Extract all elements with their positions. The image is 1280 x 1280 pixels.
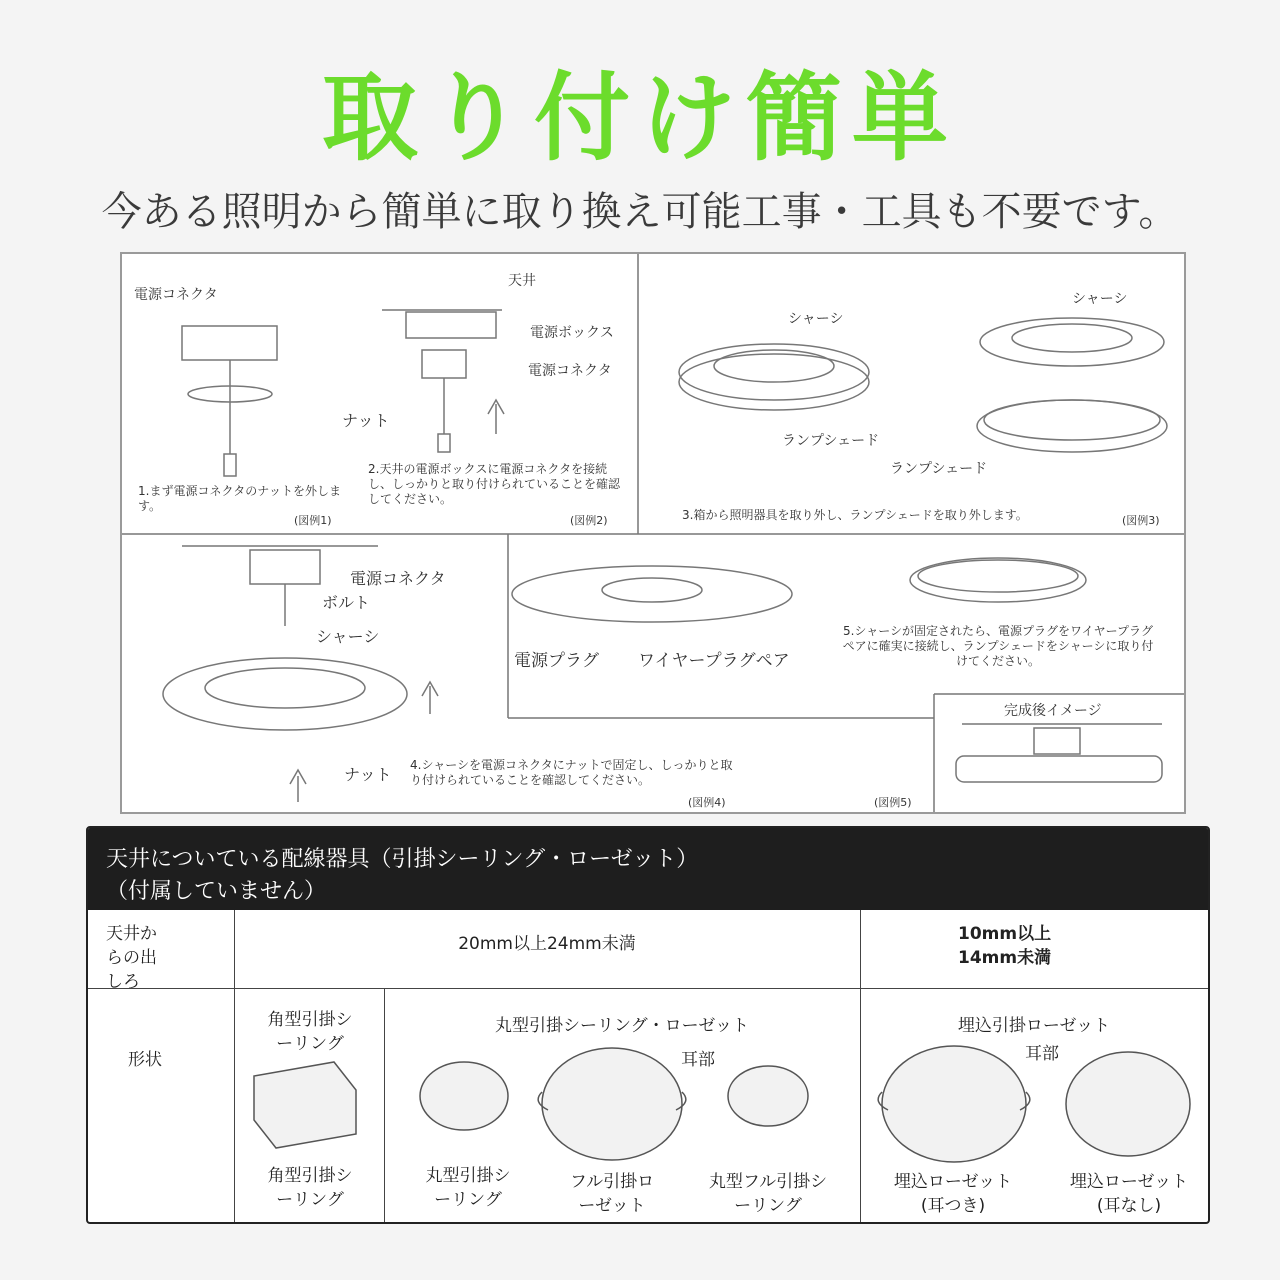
table-header-line1: 天井についている配線器具（引掛シーリング・ローゼット） <box>106 847 699 872</box>
fixture-embedded-rosette-ears: 埋込ローゼット(耳つき) <box>893 1172 1013 1216</box>
page-subtitle: 今ある照明から簡単に取り換え可能工事・工具も不要です。 <box>101 189 1179 235</box>
label-square-top: 角型引掛シーリング <box>267 1010 353 1054</box>
fixture-square-ceiling: 角型引掛シーリング <box>267 1166 353 1210</box>
fig-label-5: (図例5) <box>874 796 912 809</box>
label-step1-nut: ナット <box>342 411 390 430</box>
label-step3-chassis-a: シャーシ <box>788 311 844 327</box>
label-ear-1: 耳部 <box>681 1050 715 1070</box>
table-header-line2: （付属していません） <box>106 879 327 904</box>
fixture-round-full-ceiling: 丸型フル引掛シーリング <box>708 1172 828 1216</box>
page-title: 取り付け簡単 <box>322 62 958 174</box>
label-step5-plug: 電源プラグ <box>514 651 599 671</box>
fixture-full-rosette: フル引掛ローゼット <box>569 1172 655 1216</box>
label-ear-2: 耳部 <box>1025 1044 1059 1064</box>
fig-label-4: (図例4) <box>688 796 726 809</box>
square-ceiling-shape <box>254 1062 356 1148</box>
fig-label-1: (図例1) <box>294 514 332 527</box>
label-step4-chassis: シャーシ <box>316 627 380 646</box>
fixture-embedded-rosette-no-ears: 埋込ローゼット(耳なし) <box>1069 1172 1189 1216</box>
caption-step5: 5.シャーシが固定されたら、電源プラグをワイヤープラグペアに確実に接続し、ランプシェードをシャーシに取り付けてください。 <box>842 624 1154 668</box>
label-step4-nut: ナット <box>344 765 392 784</box>
label-step3-chassis-b: シャーシ <box>1072 291 1128 307</box>
label-step5-wire: ワイヤープラグペア <box>638 651 790 671</box>
range-10-14mm: 10mm以上14mm未満 <box>958 924 1052 968</box>
caption-step3: 3.箱から照明器具を取り外し、ランプシェードを取り外します。 <box>682 508 1028 522</box>
label-step3-shade-b: ランプシェード <box>890 461 988 477</box>
label-step2-box: 電源ボックス <box>530 325 614 341</box>
label-round-group: 丸型引掛シーリング・ローゼット <box>495 1016 749 1036</box>
caption-step2: 2.天井の電源ボックスに電源コネクタを接続し、しっかりと取り付けられていることを確認してください。 <box>368 462 621 506</box>
fig-label-3: (図例3) <box>1122 514 1160 527</box>
caption-step4: 4.シャーシを電源コネクタにナットで固定し、しっかりと取り付けられていることを確認してください。 <box>410 758 733 787</box>
label-step2-connector: 電源コネクタ <box>528 363 612 379</box>
installation-diagram <box>120 252 1186 814</box>
wiring-fixture-table <box>86 826 1210 1224</box>
diagram-illustration <box>122 254 1184 812</box>
label-step3-shade-a: ランプシェード <box>782 433 880 449</box>
connector-box <box>182 326 277 360</box>
fig-label-2: (図例2) <box>570 514 608 527</box>
fixture-round-ceiling: 丸型引掛シーリング <box>425 1166 511 1210</box>
table-header <box>88 828 1208 910</box>
label-step4-connector: 電源コネクタ <box>350 569 446 588</box>
row-label-shape: 形状 <box>128 1050 162 1070</box>
label-embed-group: 埋込引掛ローゼット <box>957 1016 1111 1036</box>
label-step2-ceiling: 天井 <box>508 273 536 289</box>
row-label-clearance: 天井からの出しろ <box>106 924 157 992</box>
range-20-24mm: 20mm以上24mm未満 <box>458 934 636 954</box>
caption-step1: 1.まず電源コネクタのナットを外します。 <box>138 484 341 513</box>
label-step1-connector: 電源コネクタ <box>134 287 218 303</box>
label-step4-bolt: ボルト <box>322 593 371 612</box>
label-complete-image: 完成後イメージ <box>1004 703 1102 719</box>
